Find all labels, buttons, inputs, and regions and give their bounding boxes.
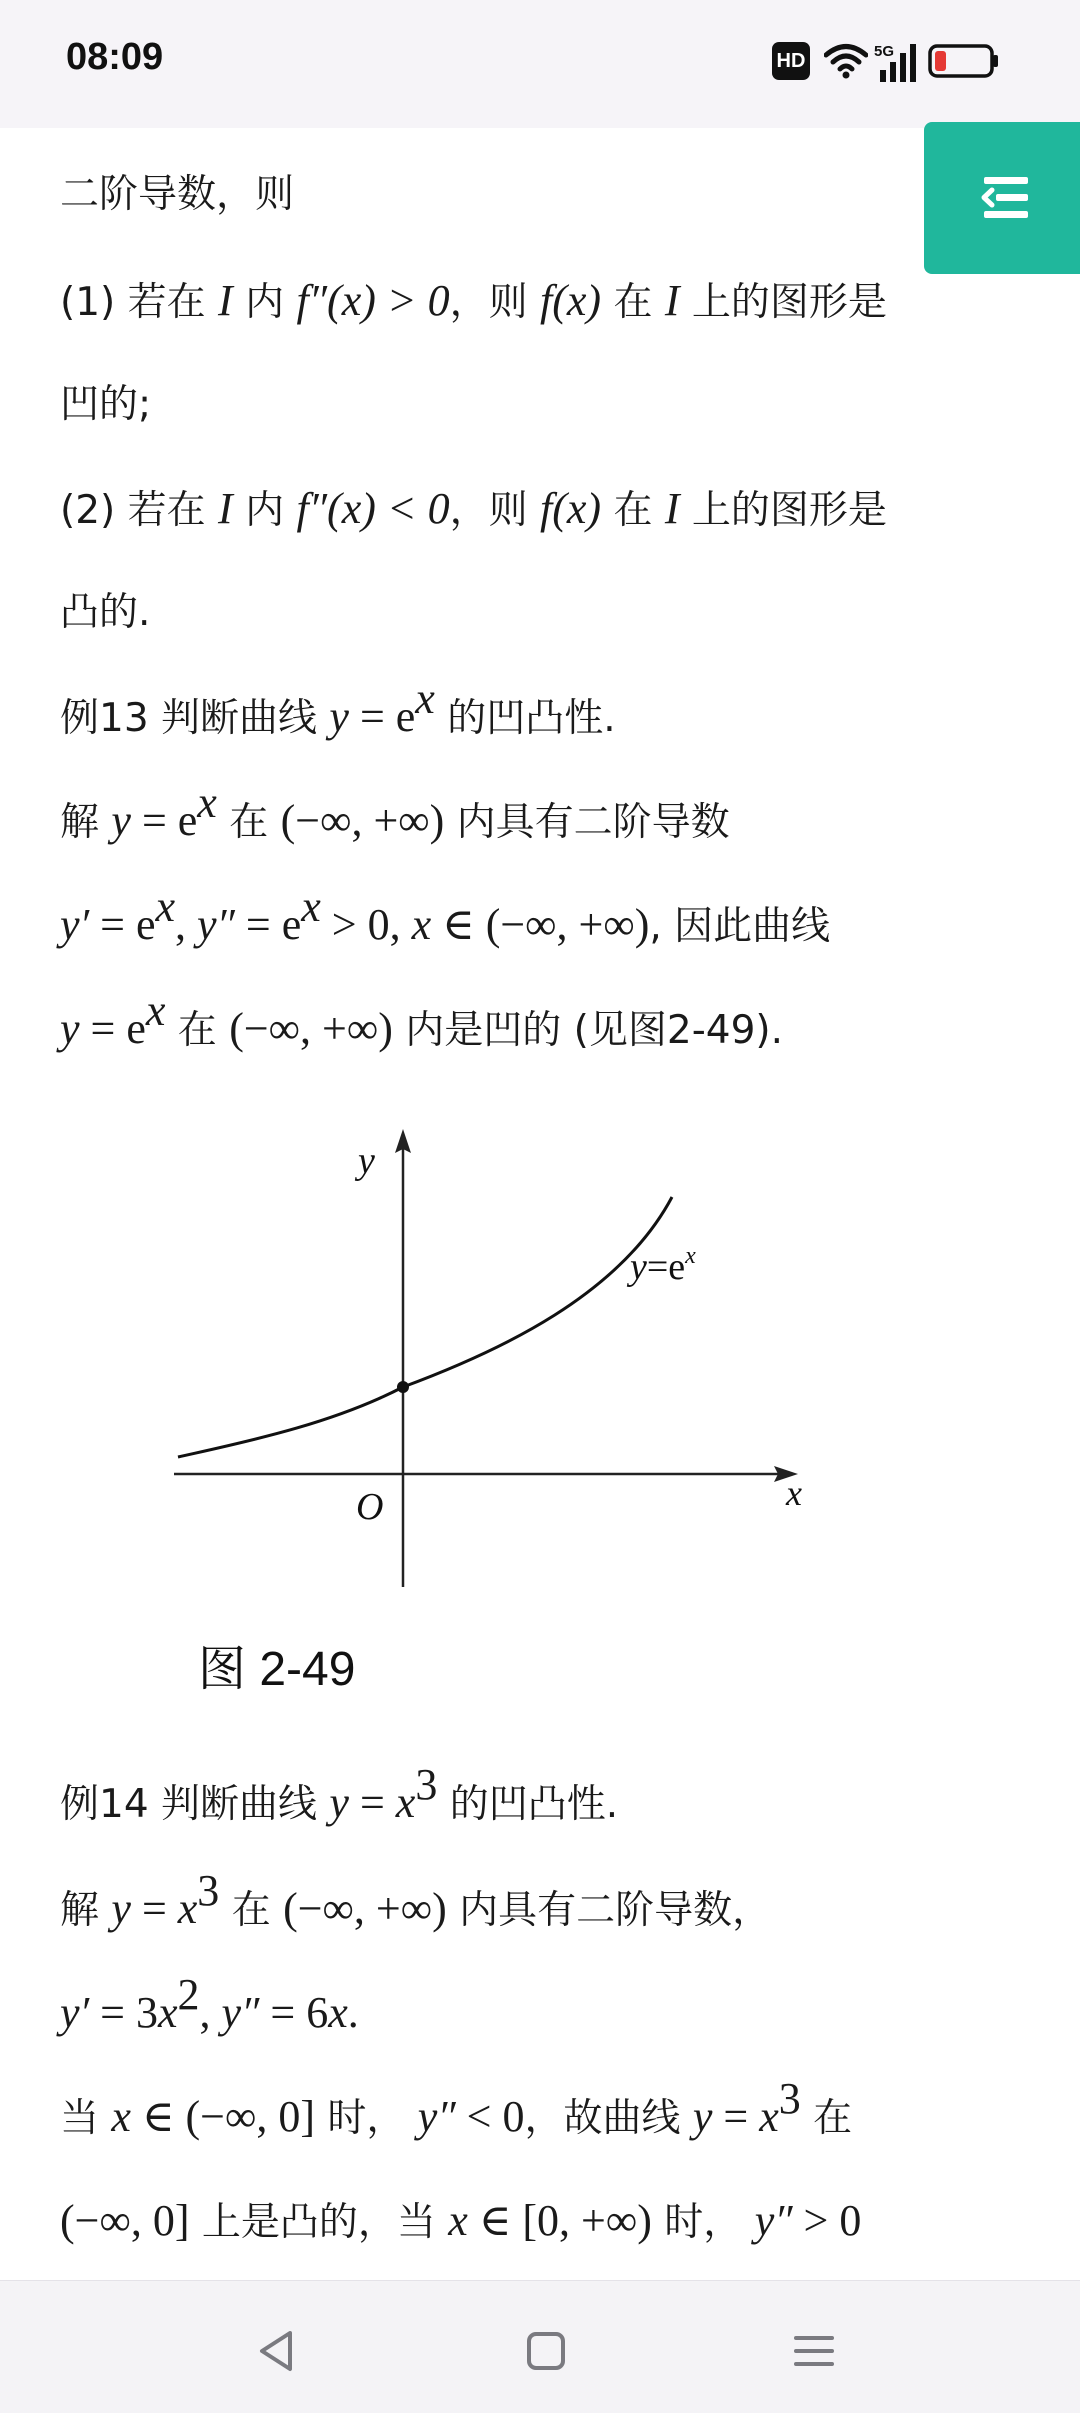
math: y″ (417, 2092, 456, 2141)
text: 上的图形是 (679, 488, 887, 533)
math: 3 (778, 2074, 801, 2123)
recents-icon[interactable] (784, 2321, 844, 2381)
math: y (692, 2092, 713, 2141)
text: (1) 若在 (60, 280, 219, 325)
math: f″(x) > 0 (296, 276, 450, 325)
text: 在 (165, 1008, 230, 1053)
text: (2) 若在 (60, 488, 219, 533)
math: . (347, 1988, 359, 2037)
math: (−∞, +∞) (229, 1004, 393, 1053)
math: y (111, 1884, 131, 1933)
math: f″(x) < 0 (296, 484, 450, 533)
figure-caption: 图 2-49 (198, 1643, 356, 1696)
math: y (329, 692, 349, 741)
math: x (157, 1988, 178, 2037)
y-intercept-point (397, 1381, 409, 1393)
text: 凸的. (60, 590, 151, 635)
math: x (328, 1988, 348, 2037)
text-line (60, 588, 150, 638)
exp-curve (178, 1197, 672, 1457)
curve-label (626, 1243, 696, 1288)
text-line (60, 1970, 359, 2040)
math: x (415, 674, 435, 723)
wifi-icon (824, 42, 868, 80)
math: x (395, 1778, 416, 1827)
text: 的凹凸性. (437, 1782, 619, 1827)
back-icon[interactable] (246, 2321, 306, 2381)
text-line (60, 778, 730, 848)
text: 内是凹的 (见图2-49). (392, 1008, 784, 1053)
network-label: 5G (874, 43, 895, 60)
math: x (301, 882, 321, 931)
math: x (411, 900, 432, 949)
math: x (759, 2092, 779, 2141)
math: = (712, 2092, 760, 2141)
text: 内具有二阶导数， (446, 1888, 772, 1933)
origin-label: O (356, 1486, 384, 1528)
text: 上是凸的，当 (189, 2200, 449, 2245)
math: I (218, 484, 233, 533)
text: 时， (315, 2096, 418, 2141)
signal-5g-icon (874, 42, 920, 82)
text-line (60, 276, 887, 328)
text-line (60, 1760, 619, 1830)
math: , (199, 1988, 222, 2037)
text-line (60, 1866, 772, 1936)
text: 凹的; (60, 382, 152, 427)
math: y″ (754, 2196, 793, 2245)
math: = e (130, 796, 198, 845)
math: < 0 (455, 2092, 525, 2141)
math: x (448, 2196, 468, 2245)
text: ，故曲线 (524, 2096, 693, 2141)
text: 在 (800, 2096, 853, 2141)
text: 上的图形是 (679, 280, 887, 325)
math: x (155, 882, 176, 931)
navigation-bar (0, 2280, 1080, 2413)
math: = 3 (89, 1988, 158, 2037)
math: I (218, 276, 233, 325)
math: f(x) (539, 484, 602, 533)
text: , 因此曲线 (649, 904, 831, 949)
math: ∈ (−∞, +∞) (431, 900, 650, 949)
math: y (329, 1778, 349, 1827)
math: (−∞, 0] (60, 2196, 190, 2245)
text: 在 (216, 800, 281, 845)
text-line (60, 2074, 853, 2144)
math: = 6 (259, 1988, 329, 2037)
text: ，则 (449, 280, 540, 325)
math: x (177, 1884, 198, 1933)
status-time: 08:09 (66, 36, 164, 78)
text-line (60, 986, 784, 1056)
status-icons (772, 42, 1022, 82)
curve-label-exp: x (685, 1243, 696, 1269)
text: 在 (601, 488, 665, 533)
math: y″ (197, 900, 235, 949)
text-line (60, 882, 831, 952)
figure-2-49 (150, 1125, 830, 1685)
math: x (197, 778, 217, 827)
text: 例13 判断曲线 (60, 696, 330, 741)
toc-button[interactable] (924, 122, 1080, 274)
math: = e (79, 1004, 146, 1053)
text: 当 (60, 2096, 112, 2141)
math: 3 (415, 1760, 438, 1809)
math: x (145, 986, 166, 1035)
text: 内 (232, 488, 297, 533)
math: ∈ [0, +∞) (467, 2196, 652, 2245)
math: y″ (221, 1988, 260, 2037)
battery-low-icon (928, 42, 1000, 80)
math: , (175, 900, 198, 949)
status-bar (0, 0, 1080, 128)
text: 在 (219, 1888, 284, 1933)
text: 在 (601, 280, 665, 325)
hd-icon: HD (772, 42, 810, 80)
math: y′ (60, 1988, 90, 2037)
math: = e (348, 692, 416, 741)
text: 解 (60, 1888, 112, 1933)
curve-label-y: y (630, 1246, 647, 1288)
x-axis-label: x (786, 1473, 802, 1513)
math: y (111, 796, 131, 845)
math: = (130, 1884, 178, 1933)
math: I (664, 484, 680, 533)
math: (−∞, +∞) (280, 796, 445, 845)
math: f(x) (539, 276, 602, 325)
text: 时， (651, 2200, 755, 2245)
math: 3 (197, 1866, 220, 1915)
math: > 0 (792, 2196, 862, 2245)
text-line (60, 170, 294, 220)
math: > 0, (320, 900, 412, 949)
math: ∈ (−∞, 0] (130, 2092, 315, 2141)
text-line (60, 484, 887, 536)
math: = e (89, 900, 156, 949)
menu-collapse-icon (924, 122, 1080, 274)
text: 二阶导数，则 (60, 172, 295, 217)
math: 2 (177, 1970, 200, 2019)
text: 内具有二阶导数 (444, 800, 730, 845)
text-line (60, 380, 151, 430)
y-axis-label: y (358, 1140, 375, 1182)
text: 的凹凸性. (434, 696, 616, 741)
math: x (111, 2092, 131, 2141)
math: = (348, 1778, 396, 1827)
math: = e (234, 900, 302, 949)
text: 解 (60, 800, 112, 845)
text: 内 (232, 280, 297, 325)
curve-label-eq: =e (646, 1246, 686, 1288)
text-line (60, 674, 616, 744)
math: (−∞, +∞) (283, 1884, 447, 1933)
math: y′ (60, 900, 90, 949)
home-icon[interactable] (516, 2321, 576, 2381)
text: 例14 判断曲线 (60, 1782, 330, 1827)
math: y (60, 1004, 80, 1053)
text-line (60, 2196, 861, 2248)
math: I (664, 276, 680, 325)
text: ，则 (449, 488, 540, 533)
exp-curve-diagram (150, 1125, 830, 1625)
